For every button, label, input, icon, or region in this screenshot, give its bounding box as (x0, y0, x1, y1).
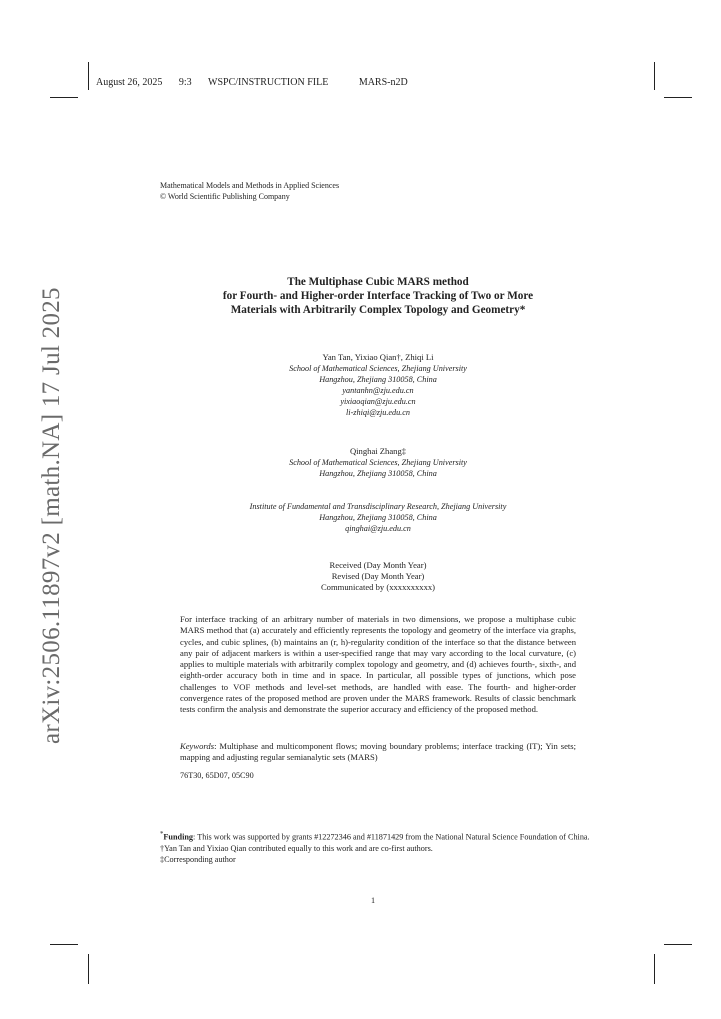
header-date: August 26, 2025 (96, 77, 163, 88)
header-file: WSPC/INSTRUCTION FILE (208, 77, 329, 88)
abstract: For interface tracking of an arbitrary number of materials in two dimensions, we propose a multiphase cubic MARS method that (a) accurately and efficiently represents the topology and geometry of the interface via graphs, cycles, and cubic splines, (b) maintains an (r, h)-regularity condition of the interface so that the distance between any pair of adjacent markers is within a user-specified range that may vary according to the local curvature, (c) applies to multiple materials with arbitrarily complex topology and geometry, and (d) achieves fourth-, sixth-, and eighth-order accuracy both in time and in space. In particular, all possible types of junctions, which pose challenges to VOF methods and level-set methods, are handled with ease. The fourth- and higher-order convergence rates of the proposed method are proven under the MARS framework. Results of classic benchmark tests confirm the analysis and demonstrate the superior accuracy and efficiency of the proposed method. (180, 614, 576, 715)
publisher: © World Scientific Publishing Company (160, 192, 290, 201)
crop-mark-br-h (664, 944, 692, 945)
author-block-1 (150, 352, 606, 418)
page-number: 1 (371, 896, 376, 905)
received-date: Received (Day Month Year) (329, 560, 427, 570)
header-time: 9:3 (178, 77, 192, 88)
funding-footnote (160, 829, 596, 843)
keywords-text: : Multiphase and multicomponent flows; moving boundary problems; interface tracking (IT); Yin sets; mapping and adjusting regular semianalytic sets (MARS) (180, 741, 576, 763)
communicated-by: Communicated by (xxxxxxxxxx) (320, 582, 436, 592)
cofirst-footnote: †Yan Tan and Yixiao Qian contributed equally to this work and are co-first authors. (160, 843, 433, 853)
funding-label: Funding (163, 832, 194, 842)
funding-text: : This work was supported by grants #12272346 and #11871429 from the National Natural Science Foundation of China. (193, 832, 590, 842)
crop-mark-tl-v (88, 62, 89, 90)
affiliation-city: Hangzhou, Zhejiang 310058, China (319, 375, 437, 384)
author-names: Yan Tan, Yixiao Qian†, Zhiqi Li (322, 352, 434, 362)
crop-mark-br-v (654, 954, 655, 984)
email: yantanhn@zju.edu.cn (342, 386, 414, 395)
journal-name: Mathematical Models and Methods in Applied Sciences (160, 181, 340, 190)
crop-mark-tr-h (664, 97, 692, 98)
crop-mark-tl-h (50, 97, 78, 98)
journal-info (160, 180, 339, 202)
crop-mark-bl-h (50, 944, 78, 945)
title-line-2: for Fourth- and Higher-order Interface Tracking of Two or More (222, 290, 534, 302)
author-name: Qinghai Zhang‡ (349, 446, 407, 456)
email: yixiaoqian@zju.edu.cn (340, 397, 416, 406)
affiliation: School of Mathematical Sciences, Zhejiang University (289, 458, 467, 467)
affiliation-city: Hangzhou, Zhejiang 310058, China (319, 469, 437, 478)
author-block-2 (150, 446, 606, 479)
email: qinghai@zju.edu.cn (345, 524, 411, 533)
footnotes (160, 829, 596, 865)
affiliation: Institute of Fundamental and Transdisciplinary Research, Zhejiang University (249, 502, 507, 511)
msc-codes: 76T30, 65D07, 05C90 (180, 771, 254, 780)
funding-mark: * (160, 831, 164, 838)
crop-mark-bl-v (88, 954, 89, 984)
title-line-3: Materials with Arbitrarily Complex Topology and Geometry* (230, 304, 526, 316)
title-line-1: The Multiphase Cubic MARS method (287, 276, 469, 288)
affiliation-city: Hangzhou, Zhejiang 310058, China (319, 513, 437, 522)
email: li-zhiqi@zju.edu.cn (346, 408, 410, 417)
corresponding-footnote: ‡Corresponding author (160, 854, 236, 864)
crop-mark-tr-v (654, 62, 655, 90)
submission-dates (150, 560, 606, 593)
arxiv-stamp: arXiv:2506.11897v2 [math.NA] 17 Jul 2025 (38, 287, 65, 744)
author-block-2b (150, 501, 606, 534)
keywords (180, 741, 576, 764)
header-name: MARS-n2D (358, 77, 408, 88)
keywords-label: Keywords (180, 741, 215, 751)
paper-title (150, 275, 606, 317)
revised-date: Revised (Day Month Year) (331, 571, 425, 581)
affiliation: School of Mathematical Sciences, Zhejiang University (289, 364, 467, 373)
running-header (96, 77, 422, 88)
